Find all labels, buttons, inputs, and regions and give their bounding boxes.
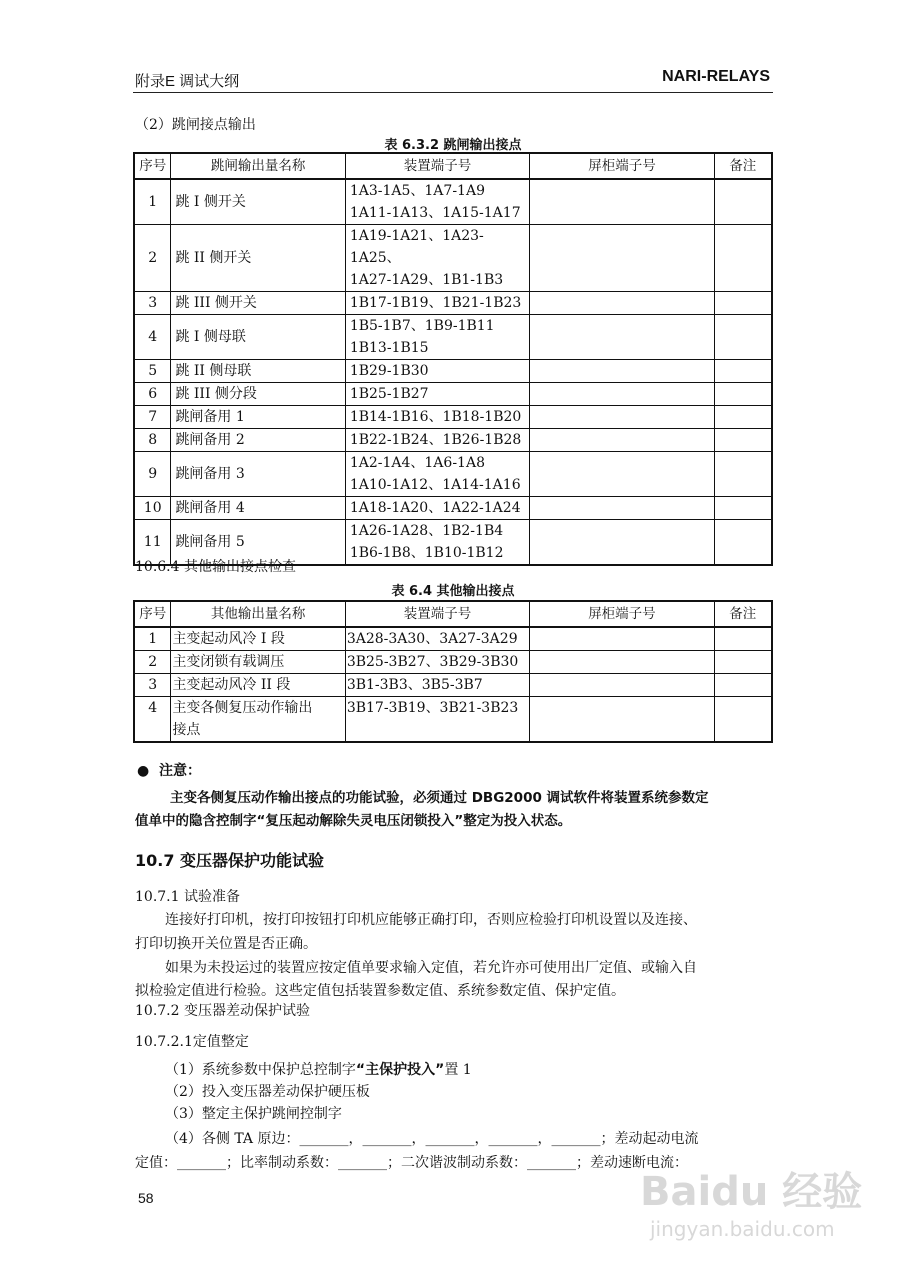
output-name: 跳 II 侧开关: [171, 225, 345, 292]
output-name: 跳 III 侧分段: [171, 383, 345, 406]
list-item: [165, 1059, 472, 1079]
remark: [714, 674, 772, 697]
panel-terminal: [530, 651, 714, 674]
terminal-line: 1B14-1B16、1B18-1B20: [349, 409, 522, 425]
heading-10-7-1: 10.7.1 试验准备: [135, 889, 240, 905]
device-terminal: 3B1-3B3、3B5-3B7: [345, 674, 529, 697]
col-header: 其他输出量名称: [171, 601, 345, 627]
section-other-output: 10.6.4 其他输出接点检查: [135, 559, 296, 575]
table-row: [134, 179, 772, 225]
device-terminal: [345, 225, 529, 292]
item-text: （1）系统参数中保护总控制字: [165, 1062, 356, 1078]
device-terminal: [345, 452, 529, 497]
table-row: [134, 360, 772, 383]
table-row: [134, 674, 772, 697]
panel-terminal: [530, 452, 714, 497]
row-number: 6: [134, 383, 171, 406]
remark: [714, 383, 772, 406]
remark: [714, 406, 772, 429]
terminal-line: 1B5-1B7、1B9-1B11: [349, 318, 495, 334]
list-item: （3）整定主保护跳闸控制字: [165, 1106, 342, 1122]
output-name: 跳闸备用 5: [171, 520, 345, 566]
output-name: 跳闸备用 1: [171, 406, 345, 429]
name-line: 主变各侧复压动作输出: [172, 700, 313, 716]
panel-terminal: [530, 497, 714, 520]
terminal-line: 1B25-1B27: [349, 386, 429, 402]
output-name: 跳闸备用 4: [171, 497, 345, 520]
note-title-text: 注意：: [158, 763, 201, 779]
table-row: [134, 651, 772, 674]
row-number: 3: [134, 674, 171, 697]
terminal-line: 1A26-1A28、1B2-1B4: [349, 523, 504, 539]
terminal-line: 1A10-1A12、1A14-1A16: [349, 477, 521, 493]
row-number: 3: [134, 292, 171, 315]
header-left: 附录E 调试大纲: [135, 73, 240, 90]
table2-caption: 表 6.4 其他输出接点: [391, 584, 515, 599]
page-number: 58: [138, 1190, 154, 1206]
remark: [714, 627, 772, 651]
remark: [714, 225, 772, 292]
device-terminal: 3A28-3A30、3A27-3A29: [345, 627, 529, 651]
device-terminal: [345, 429, 529, 452]
note-title: [137, 760, 201, 780]
output-name: 跳闸备用 3: [171, 452, 345, 497]
item-bold-text: “主保护投入”: [355, 1062, 445, 1078]
heading-10-7-2: 10.7.2 变压器差动保护试验: [135, 1003, 310, 1019]
col-header: 备注: [714, 153, 772, 179]
row-number: 4: [134, 697, 171, 743]
paragraph-line: 连接好打印机，按打印按钮打印机应能够正确打印，否则应检验打印机设置以及连接、: [165, 912, 697, 928]
name-line: 主变起动风冷 I 段: [172, 631, 285, 647]
terminal-line: 1B29-1B30: [349, 363, 429, 379]
device-terminal: [345, 406, 529, 429]
device-terminal: [345, 383, 529, 406]
header-rule: [133, 92, 773, 93]
panel-terminal: [530, 292, 714, 315]
row-number: 1: [134, 627, 171, 651]
terminal-line: 1A19-1A21、1A23-1A25、: [349, 228, 484, 266]
col-header: 屏柜端子号: [530, 153, 714, 179]
section-trip-output: （2）跳闸接点输出: [135, 117, 256, 133]
row-number: 7: [134, 406, 171, 429]
output-name: [171, 651, 345, 674]
device-terminal: 3B17-3B19、3B21-3B23: [345, 697, 529, 743]
table-row: [134, 429, 772, 452]
col-header: 装置端子号: [345, 601, 529, 627]
table-row: [134, 406, 772, 429]
remark: [714, 497, 772, 520]
row-number: 2: [134, 651, 171, 674]
terminal-line: 1A3-1A5、1A7-1A9: [349, 183, 485, 199]
paragraph-line: 拟检验定值进行检验。这些定值包括装置参数定值、系统参数定值、保护定值。: [135, 983, 625, 999]
table-row: [134, 292, 772, 315]
panel-terminal: [530, 179, 714, 225]
table-row: [134, 627, 772, 651]
heading-10-7: 10.7 变压器保护功能试验: [135, 851, 325, 870]
output-name: 跳 II 侧母联: [171, 360, 345, 383]
panel-terminal: [530, 520, 714, 566]
col-header: 屏柜端子号: [530, 601, 714, 627]
remark: [714, 360, 772, 383]
baidu-watermark: [640, 1160, 862, 1241]
col-header: 跳闸输出量名称: [171, 153, 345, 179]
list-item: （2）投入变压器差动保护硬压板: [165, 1084, 370, 1100]
output-name: 跳 III 侧开关: [171, 292, 345, 315]
panel-terminal: [530, 315, 714, 360]
device-terminal: [345, 292, 529, 315]
table-row: [134, 225, 772, 292]
panel-terminal: [530, 627, 714, 651]
watermark-logo: Baidu 经验: [640, 1169, 863, 1215]
device-terminal: [345, 315, 529, 360]
name-line: 主变起动风冷 II 段: [172, 677, 291, 693]
terminal-line: 1A2-1A4、1A6-1A8: [349, 455, 485, 471]
row-number: 1: [134, 179, 171, 225]
table1-caption: 表 6.3.2 跳闸输出接点: [384, 138, 522, 153]
terminal-line: 1B22-1B24、1B26-1B28: [349, 432, 522, 448]
table-row: [134, 497, 772, 520]
col-header: 序号: [134, 601, 171, 627]
output-name: 跳 I 侧开关: [171, 179, 345, 225]
table-row: [134, 383, 772, 406]
output-name: 跳闸备用 2: [171, 429, 345, 452]
terminal-line: 1B13-1B15: [349, 340, 429, 356]
panel-terminal: [530, 674, 714, 697]
list-item: （4）各侧 TA 原边：_______，_______，_______，_______，_______；差动起动电流: [165, 1131, 699, 1147]
device-terminal: 3B25-3B27、3B29-3B30: [345, 651, 529, 674]
header-right: NARI-RELAYS: [662, 68, 770, 85]
col-header: 装置端子号: [345, 153, 529, 179]
table-row: [134, 452, 772, 497]
row-number: 2: [134, 225, 171, 292]
terminal-line: 1B17-1B19、1B21-1B23: [349, 295, 522, 311]
table-row: [134, 697, 772, 743]
col-header: 备注: [714, 601, 772, 627]
note-line: 值单中的隐含控制字“复压起动解除失灵电压闭锁投入”整定为投入状态。: [135, 813, 572, 829]
paragraph-line: 如果为未投运过的装置应按定值单要求输入定值，若允许亦可使用出厂定值、或输入自: [165, 960, 697, 976]
name-line: 主变闭锁有载调压: [172, 654, 285, 670]
panel-terminal: [530, 383, 714, 406]
remark: [714, 179, 772, 225]
note-line: 主变各侧复压动作输出接点的功能试验，必须通过 DBG2000 调试软件将装置系统参数定: [170, 790, 709, 806]
row-number: 9: [134, 452, 171, 497]
output-name: [171, 627, 345, 651]
row-number: 5: [134, 360, 171, 383]
device-terminal: [345, 360, 529, 383]
terminal-line: 1A27-1A29、1B1-1B3: [349, 272, 504, 288]
remark: [714, 452, 772, 497]
panel-terminal: [530, 360, 714, 383]
output-name: 跳 I 侧母联: [171, 315, 345, 360]
device-terminal: [345, 179, 529, 225]
terminal-line: 1A11-1A13、1A15-1A17: [349, 205, 521, 221]
row-number: 4: [134, 315, 171, 360]
row-number: 8: [134, 429, 171, 452]
trip-output-table: [133, 152, 773, 566]
remark: [714, 651, 772, 674]
panel-terminal: [530, 406, 714, 429]
device-terminal: [345, 497, 529, 520]
panel-terminal: [530, 225, 714, 292]
paragraph-line: 打印切换开关位置是否正确。: [135, 936, 317, 952]
terminal-line: 1A18-1A20、1A22-1A24: [349, 500, 521, 516]
device-terminal: [345, 520, 529, 566]
row-number: 11: [134, 520, 171, 566]
remark: [714, 429, 772, 452]
row-number: 10: [134, 497, 171, 520]
watermark-url: jingyan.baidu.com: [650, 1217, 835, 1241]
bullet-icon: ●: [137, 763, 159, 779]
panel-terminal: [530, 697, 714, 743]
table-row: [134, 315, 772, 360]
remark: [714, 520, 772, 566]
panel-terminal: [530, 429, 714, 452]
heading-10-7-2-1: 10.7.2.1定值整定: [135, 1034, 249, 1050]
other-output-table: [133, 600, 773, 743]
col-header: 序号: [134, 153, 171, 179]
output-name: [171, 674, 345, 697]
name-line: 接点: [172, 722, 201, 738]
output-name: [171, 697, 345, 743]
list-item: 定值：_______；比率制动系数：_______；二次谐波制动系数：_______；差动速断电流：: [135, 1155, 688, 1171]
item-text: 置 1: [444, 1062, 472, 1078]
terminal-line: 1B6-1B8、1B10-1B12: [349, 545, 504, 561]
remark: [714, 697, 772, 743]
remark: [714, 292, 772, 315]
remark: [714, 315, 772, 360]
